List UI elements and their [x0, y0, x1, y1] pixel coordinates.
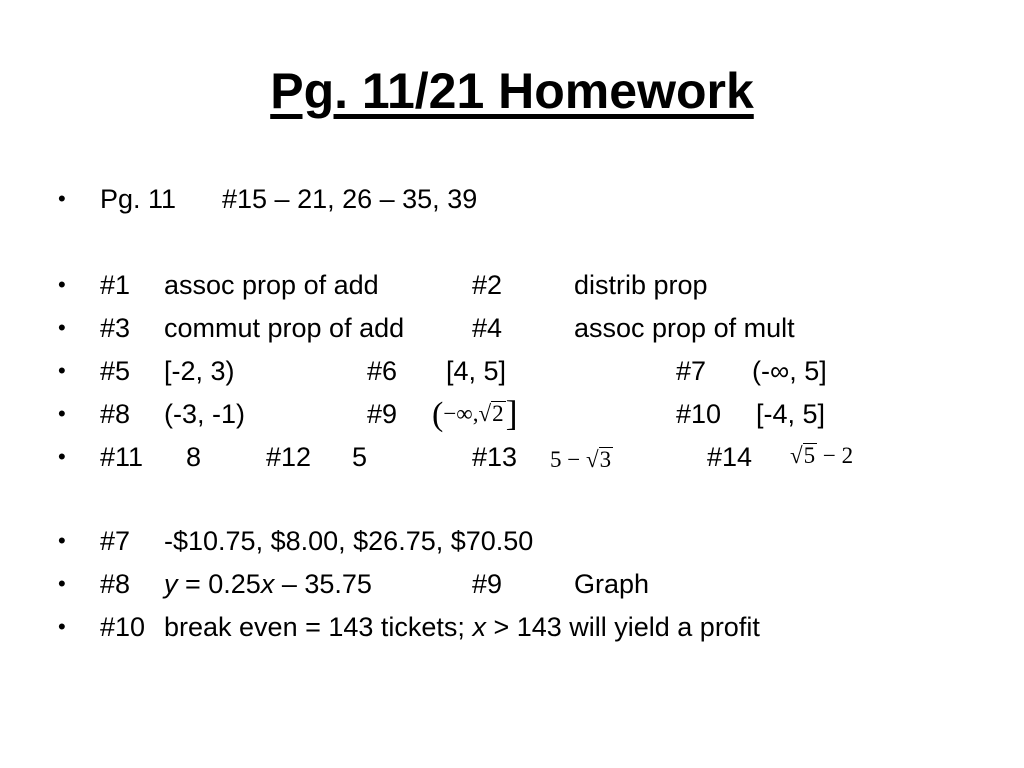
answer-text: Graph: [574, 569, 650, 599]
bullet: •: [58, 528, 66, 553]
bullet: •: [58, 401, 66, 426]
answer-row: [0, 351, 1024, 391]
slide-title: Pg. 11/21 Homework: [270, 63, 754, 119]
answer-text: assoc prop of add: [164, 270, 379, 300]
assignment-page: Pg. 11: [100, 184, 177, 214]
problem-number: #14: [707, 442, 753, 472]
answer-row: [0, 308, 1024, 348]
break-even-answer: [164, 607, 760, 647]
problem-number: #3: [100, 313, 131, 343]
bullet: •: [58, 614, 66, 639]
answer-text: (-3, -1): [164, 399, 245, 429]
math-left: 5 −: [550, 447, 586, 472]
problem-number: #13: [472, 442, 518, 472]
equation-end: – 35.75: [274, 569, 372, 599]
answer-text: [4, 5]: [446, 356, 507, 386]
answer-row: [0, 437, 1024, 477]
math-left: −∞,: [443, 401, 479, 426]
answer-row: [0, 394, 1024, 434]
radicand: 5: [803, 443, 816, 468]
answer-row: [0, 265, 1024, 305]
answer-text: (-∞, 5]: [752, 356, 827, 386]
problem-number: #12: [266, 442, 312, 472]
answer-text: [-4, 5]: [756, 399, 826, 429]
answer-start: break even = 143 tickets;: [164, 612, 473, 642]
answer-text: -$10.75, $8.00, $26.75, $70.50: [164, 526, 534, 556]
problem-number: #9: [472, 569, 503, 599]
bullet: •: [58, 571, 66, 596]
problem-number: #4: [472, 313, 503, 343]
answer-row: [0, 607, 1024, 647]
radicand: 3: [599, 447, 612, 472]
answer-text: distrib prop: [574, 270, 708, 300]
bullet: •: [58, 444, 66, 469]
answer-text: 8: [186, 442, 202, 472]
variable-x: x: [260, 569, 275, 599]
problem-number: #8: [100, 399, 131, 429]
assignment-problems: #15 – 21, 26 – 35, 39: [222, 184, 478, 214]
problem-number: #6: [367, 356, 398, 386]
variable-x: x: [472, 612, 486, 642]
radical-icon: √: [585, 447, 599, 472]
variable-y: y: [164, 569, 178, 599]
answer-text: [-2, 3): [164, 356, 235, 386]
problem-number: #7: [676, 356, 707, 386]
problem-number: #5: [100, 356, 131, 386]
math-right: − 2: [817, 443, 854, 468]
problem-number: #1: [100, 270, 131, 300]
problem-number: #8: [100, 569, 131, 599]
bullet: •: [58, 315, 66, 340]
equation-answer: [164, 564, 372, 604]
problem-number: #2: [472, 270, 503, 300]
problem-number: #10: [676, 399, 722, 429]
answer-end: > 143 will yield a profit: [485, 612, 760, 642]
answer-text: commut prop of add: [164, 313, 405, 343]
equation-mid: = 0.25: [177, 569, 261, 599]
answer-row: [0, 521, 1024, 561]
close-bracket: ]: [505, 393, 518, 433]
bullet: •: [58, 186, 66, 211]
math-interval-answer: [432, 393, 518, 433]
answer-text: assoc prop of mult: [574, 313, 795, 343]
bullet: •: [58, 358, 66, 383]
open-paren: (: [432, 396, 444, 433]
problem-number: #10: [100, 612, 146, 642]
answer-row: [0, 564, 1024, 604]
math-answer-13: [550, 445, 613, 475]
assignment-line: [0, 179, 1024, 219]
problem-number: #9: [367, 399, 398, 429]
bullet: •: [58, 272, 66, 297]
math-answer-14: [790, 441, 853, 471]
radical-icon: √: [790, 443, 803, 468]
problem-number: #11: [100, 442, 144, 472]
radicand: 2: [492, 401, 504, 426]
problem-number: #7: [100, 526, 131, 556]
answer-text: 5: [352, 442, 368, 472]
radical-icon: √: [478, 401, 492, 426]
